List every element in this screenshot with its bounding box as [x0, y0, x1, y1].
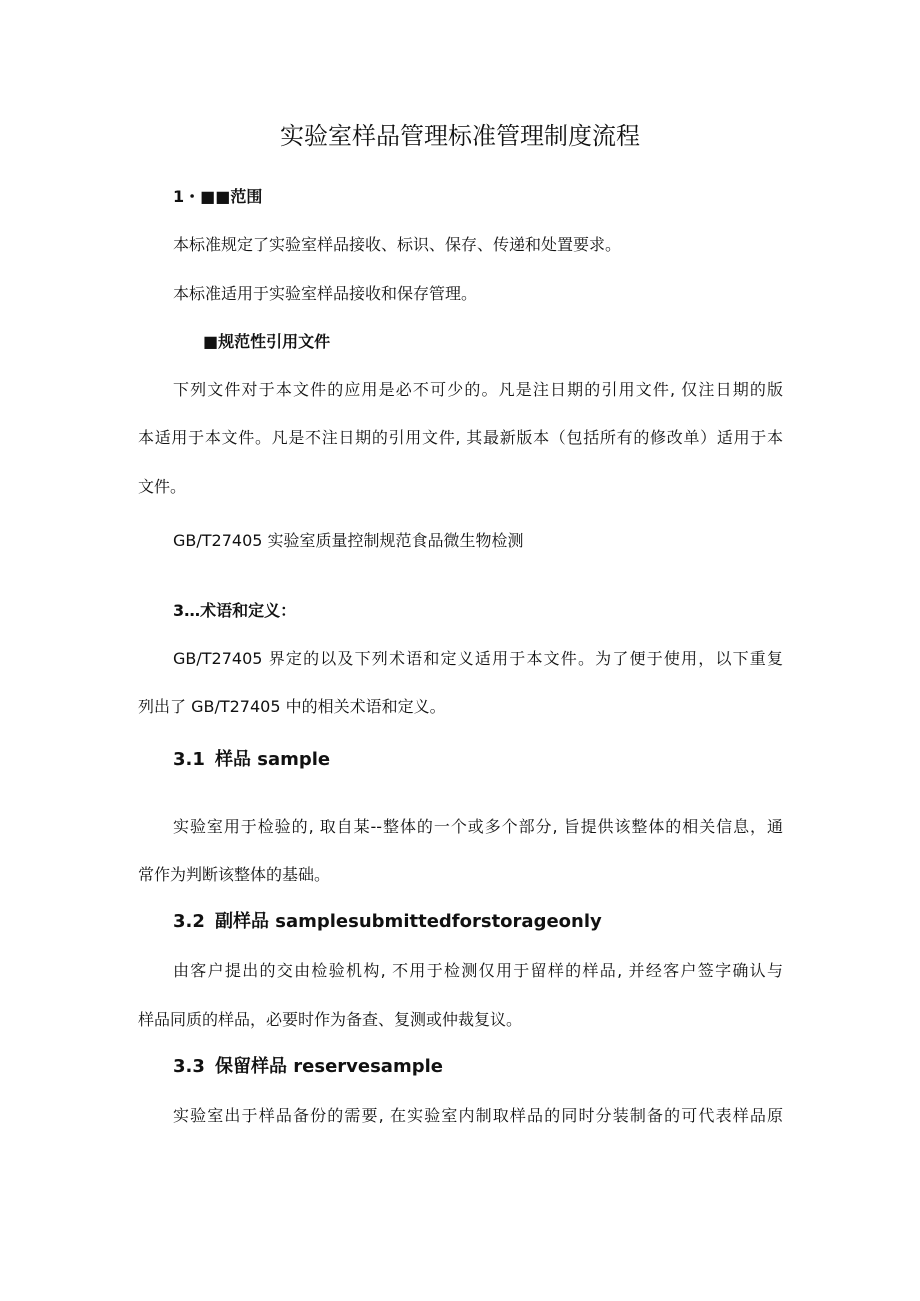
subsection-3-1-line-2: 常作为判断该整体的基础。 [138, 865, 331, 884]
document-title: 实验室样品管理标准管理制度流程 [280, 122, 640, 150]
section-1-paragraph-1: 本标准规定了实验室样品接收、标识、保存、传递和处置要求。 [173, 235, 622, 254]
subsection-number: 3.1 [173, 749, 205, 770]
subsection-3-3-line-1: 实验室出于样品备份的需要, 在实验室内制取样品的同时分装制备的可代表样品原 [173, 1106, 783, 1125]
subsection-title: 样品 sample [215, 749, 331, 770]
reference-standard: GB/T27405 实验室质量控制规范食品微生物检测 [173, 531, 524, 550]
subsection-number: 3.2 [173, 911, 205, 932]
section-3-paragraph-line-2: 列出了 GB/T27405 中的相关术语和定义。 [138, 697, 446, 716]
section-2-paragraph-line-2: 本适用于本文件。凡是不注日期的引用文件, 其最新版本（包括所有的修改单）适用于本 [138, 428, 783, 447]
subsection-3-2-line-1: 由客户提出的交由检验机构, 不用于检测仅用于留样的样品, 并经客户签字确认与 [173, 961, 783, 980]
section-1-paragraph-2: 本标准适用于实验室样品接收和保存管理。 [173, 284, 478, 303]
section-2-heading: ■规范性引用文件 [203, 332, 331, 351]
subsection-3-1-line-1: 实验室用于检验的, 取自某--整体的一个或多个部分, 旨提供该整体的相关信息，通 [173, 817, 783, 836]
section-3-heading: 3…术语和定义： [173, 601, 297, 620]
subsection-title: 副样品 samplesubmittedforstorageonly [215, 911, 602, 932]
section-3-paragraph-line-1: GB/T27405 界定的以及下列术语和定义适用于本文件。为了便于使用，以下重复 [173, 649, 783, 668]
section-2-paragraph-line-1: 下列文件对于本文件的应用是必不可少的。凡是注日期的引用文件, 仅注日期的版 [173, 380, 783, 399]
subsection-3-2-line-2: 样品同质的样品，必要时作为备查、复测或仲裁复议。 [138, 1010, 523, 1029]
section-1-heading: 1・■■范围 [173, 187, 263, 206]
subsection-title: 保留样品 reservesample [215, 1056, 443, 1077]
section-2-paragraph-line-3: 文件。 [138, 477, 187, 496]
subsection-number: 3.3 [173, 1056, 205, 1077]
subsection-3-2-heading [173, 910, 602, 934]
subsection-3-1-heading [173, 748, 330, 772]
subsection-3-3-heading [173, 1055, 443, 1079]
